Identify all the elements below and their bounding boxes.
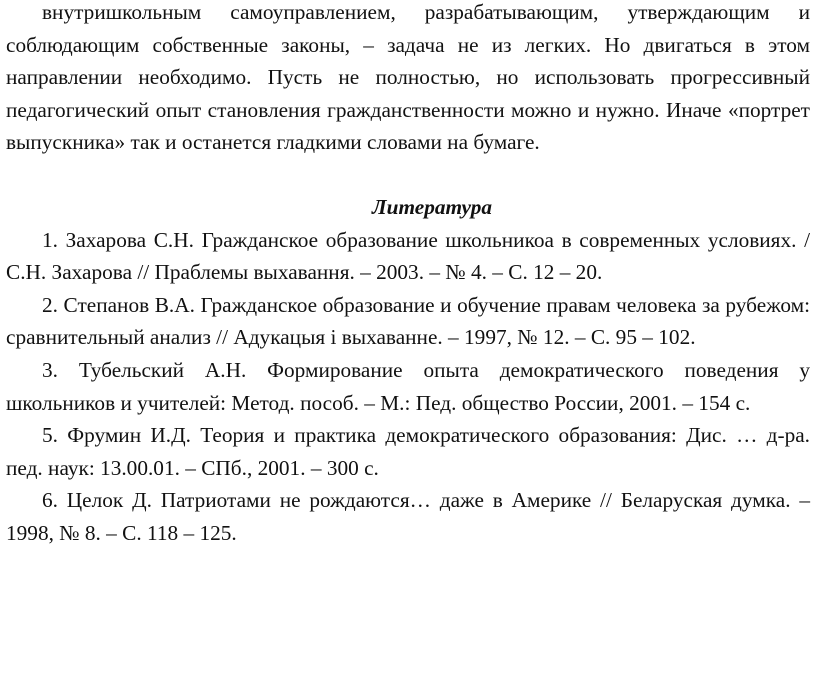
reference-item-6: 6. Целок Д. Патриотами не рождаются… даже в Америке // Беларуская думка. – 1998, № 8. – С. 118 – 125. <box>6 488 810 545</box>
reference-item-2: 2. Степанов В.А. Гражданское образование и обучение правам человека за рубежом: сравнительный анализ // Адукацыя і выхаванне. – 1997, № 12. – С. 95 – 102. <box>6 292 810 350</box>
reference-item-3: 3. Тубельский А.Н. Формирование опыта демократического поведения у школьников и учителей: Метод. пособ. – М.: Пед. общество России, 2001. – 154 с. <box>6 357 810 415</box>
reference-item-1: 1. Захарова С.Н. Гражданское образование школьникоа в современных условиях. / С.Н. Захарова // Праблемы выхавання. – 2003. – № 4. – С. 12 – 20. <box>6 227 810 285</box>
references-list <box>6 224 810 550</box>
references-heading: Литература <box>372 194 492 219</box>
intro-paragraph: внутришкольным самоуправлением, разрабатывающим, утверждающим и соблюдающим собственные законы, – задача не из легких. Но двигаться в этом направлении необходимо. Пусть не полностью, но использовать прогрессивный педагогический опыт становления гражданственности можно и нужно. Иначе «портрет выпускника» так и останется гладкими словами на бумаге. <box>6 0 810 155</box>
reference-item-5: 5. Фрумин И.Д. Теория и практика демократического образования: Дис. … д-ра. пед. наук: 13.00.01. – СПб., 2001. – 300 с. <box>6 423 810 480</box>
